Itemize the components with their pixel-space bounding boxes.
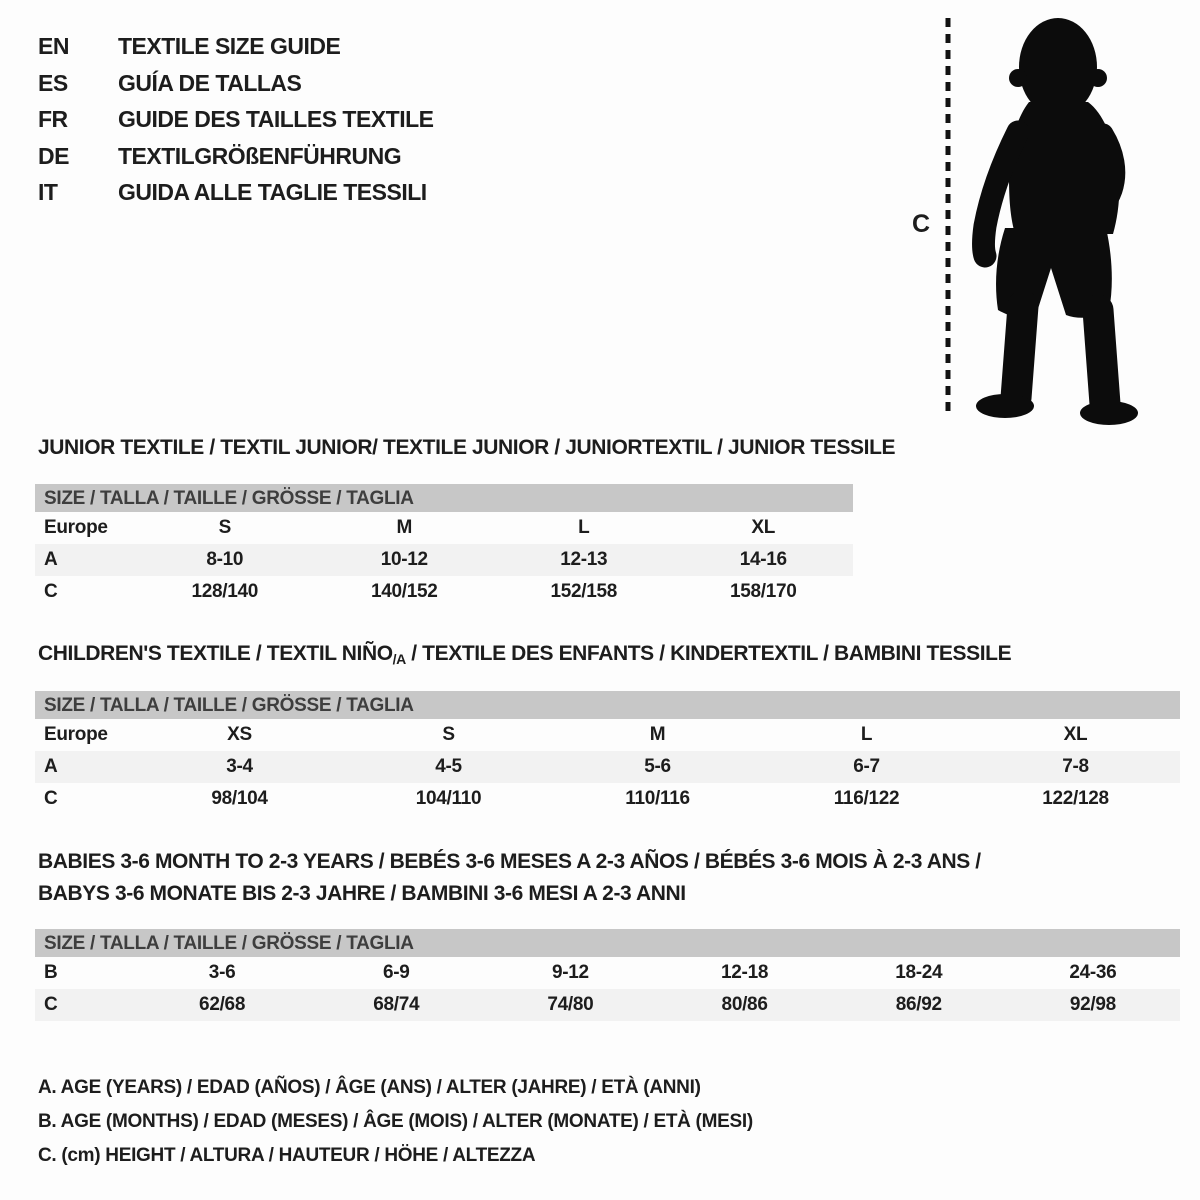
region-column-header: Europe <box>44 724 108 745</box>
table-cell: 5-6 <box>644 756 671 777</box>
table-cell: 98/104 <box>211 788 268 809</box>
language-row-en <box>38 28 434 65</box>
table-row-age <box>35 544 853 576</box>
guide-title-it: GUIDA ALLE TAGLIE TESSILI <box>118 179 427 205</box>
legend-line-c: C. (cm) HEIGHT / ALTURA / HAUTEUR / HÖHE / ALTEZZA <box>38 1145 536 1166</box>
language-code: EN <box>38 33 69 59</box>
table-cell: 128/140 <box>191 581 259 602</box>
size-column-header: L <box>578 517 590 538</box>
table-cell: 7-8 <box>1062 756 1089 777</box>
language-title-list <box>38 28 434 211</box>
table-cell: 24-36 <box>1069 962 1117 983</box>
table-cell: 62/68 <box>199 994 246 1015</box>
row-label: A <box>44 756 58 777</box>
table-cell: 3-4 <box>226 756 253 777</box>
babies-section-heading <box>38 846 981 910</box>
table-cell: 6-9 <box>382 962 410 983</box>
guide-title-de: TEXTILGRÖßENFÜHRUNG <box>118 142 402 169</box>
table-header-row <box>35 719 1180 751</box>
row-label: C <box>44 581 58 602</box>
children-heading-rest: / TEXTILE DES ENFANTS / KINDERTEXTIL / BAMBINI TESSILE <box>405 642 1012 665</box>
height-measure-dashed-line <box>943 16 953 418</box>
row-label: C <box>44 788 58 809</box>
table-cell: 6-7 <box>853 756 880 777</box>
size-header-bar: SIZE / TALLA / TAILLE / GRÖSSE / TAGLIA <box>35 691 1180 719</box>
table-cell: 12-13 <box>560 549 608 570</box>
size-header-bar: SIZE / TALLA / TAILLE / GRÖSSE / TAGLIA <box>35 929 1180 957</box>
row-label: A <box>44 549 58 570</box>
size-column-header: L <box>860 724 873 745</box>
babies-heading-line1: BABIES 3-6 MONTH TO 2-3 YEARS / BEBÉS 3-6 MESES A 2-3 AÑOS / BÉBÉS 3-6 MOIS À 2-3 ANS / <box>38 850 981 873</box>
children-heading-subscript: /A <box>392 651 406 667</box>
size-column-header: XS <box>227 724 252 745</box>
babies-heading-line2: BABYS 3-6 MONATE BIS 2-3 JAHRE / BAMBINI 3-6 MESI A 2-3 ANNI <box>38 882 686 905</box>
size-column-header: S <box>442 724 455 745</box>
language-row-es <box>38 65 434 102</box>
height-measure-label: C <box>912 210 931 238</box>
size-column-header: XL <box>751 517 776 538</box>
table-cell: 122/128 <box>1042 788 1109 809</box>
table-cell: 158/170 <box>729 581 797 602</box>
table-cell: 74/80 <box>547 994 594 1015</box>
table-cell: 86/92 <box>895 994 942 1015</box>
table-cell: 3-6 <box>208 962 236 983</box>
legend-line-b: B. AGE (MONTHS) / EDAD (MESES) / ÂGE (MOIS) / ALTER (MONATE) / ETÀ (MESI) <box>38 1111 753 1132</box>
language-row-fr <box>38 101 434 138</box>
language-row-it <box>38 174 434 211</box>
table-cell: 80/86 <box>721 994 768 1015</box>
guide-title-es: GUÍA DE TALLAS <box>118 69 302 96</box>
guide-title-en: TEXTILE SIZE GUIDE <box>118 33 341 59</box>
size-column-header: S <box>218 517 231 538</box>
table-row-height <box>35 576 853 608</box>
size-column-header: XL <box>1063 724 1088 745</box>
table-cell: 9-12 <box>552 962 589 983</box>
junior-section-heading: JUNIOR TEXTILE / TEXTIL JUNIOR/ TEXTILE JUNIOR / JUNIORTEXTIL / JUNIOR TESSILE <box>38 436 896 459</box>
legend-line-a: A. AGE (YEARS) / EDAD (AÑOS) / ÂGE (ANS) / ALTER (JAHRE) / ETÀ (ANNI) <box>38 1077 701 1098</box>
table-row-age-months <box>35 957 1180 989</box>
table-row-age <box>35 751 1180 783</box>
region-column-header: Europe <box>44 517 108 538</box>
size-column-header: M <box>649 724 666 745</box>
table-cell: 14-16 <box>739 549 787 570</box>
language-code: DE <box>38 142 69 169</box>
table-cell: 116/122 <box>833 788 900 809</box>
guide-title-fr: GUIDE DES TAILLES TEXTILE <box>118 106 434 132</box>
table-cell: 140/152 <box>370 581 438 602</box>
language-code: ES <box>38 69 68 96</box>
table-row-height <box>35 989 1180 1021</box>
language-code: IT <box>38 179 58 205</box>
table-cell: 8-10 <box>206 549 244 570</box>
language-row-de <box>38 138 434 175</box>
size-header-bar: SIZE / TALLA / TAILLE / GRÖSSE / TAGLIA <box>35 484 853 512</box>
measurement-legend <box>38 1071 753 1173</box>
table-cell: 110/116 <box>625 788 690 809</box>
toddler-silhouette-icon <box>963 14 1138 426</box>
row-label: C <box>44 994 58 1015</box>
table-header-row <box>35 512 853 544</box>
table-cell: 12-18 <box>721 962 769 983</box>
children-heading-main: CHILDREN'S TEXTILE / TEXTIL NIÑO <box>38 642 393 665</box>
table-cell: 92/98 <box>1069 994 1116 1015</box>
children-section-heading <box>38 642 1011 667</box>
table-row-height <box>35 783 1180 815</box>
table-cell: 68/74 <box>373 994 420 1015</box>
table-cell: 152/158 <box>550 581 618 602</box>
table-cell: 10-12 <box>380 549 428 570</box>
table-cell: 104/110 <box>415 788 482 809</box>
language-code: FR <box>38 106 68 132</box>
children-size-table <box>35 691 1180 815</box>
size-column-header: M <box>396 517 413 538</box>
junior-size-table <box>35 484 853 608</box>
table-cell: 4-5 <box>435 756 462 777</box>
table-cell: 18-24 <box>895 962 943 983</box>
babies-size-table <box>35 929 1180 1021</box>
row-label: B <box>44 962 58 983</box>
